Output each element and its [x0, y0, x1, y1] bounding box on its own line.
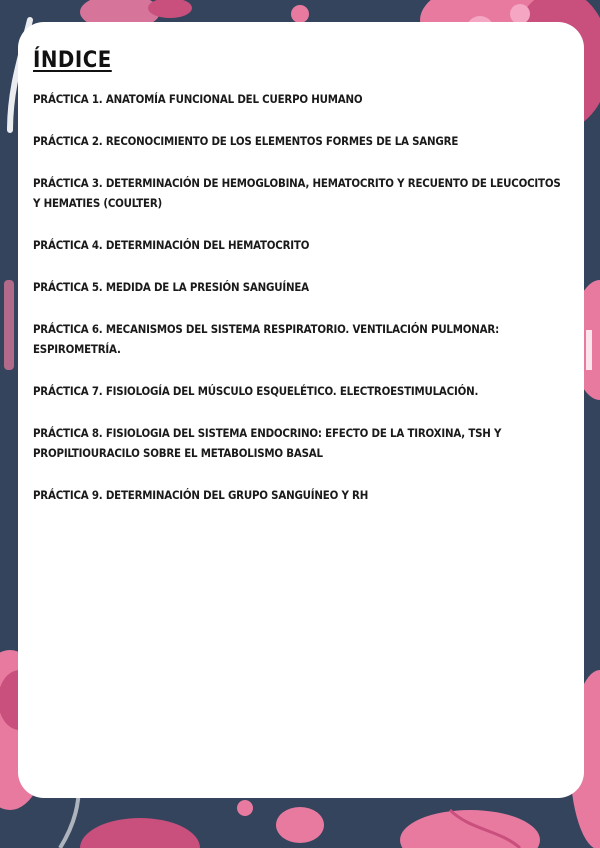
index-item-3: PRÁCTICA 3. DETERMINACIÓN DE HEMOGLOBINA, HEMATOCRITO Y RECUENTO DE LEUCOCITOS Y HEMATIES (COULTER) [33, 176, 561, 210]
index-item-2: PRÁCTICA 2. RECONOCIMIENTO DE LOS ELEMENTOS FORMES DE LA SANGRE [33, 134, 459, 148]
index-item-4: PRÁCTICA 4. DETERMINACIÓN DEL HEMATOCRITO [33, 238, 310, 252]
index-item-9: PRÁCTICA 9. DETERMINACIÓN DEL GRUPO SANGUÍNEO Y RH [33, 488, 369, 502]
index-item-6: PRÁCTICA 6. MECANISMOS DEL SISTEMA RESPIRATORIO. VENTILACIÓN PULMONAR: ESPIROMETRÍA. [33, 322, 499, 356]
index-item-5: PRÁCTICA 5. MEDIDA DE LA PRESIÓN SANGUÍNEA [33, 280, 309, 294]
page-title: ÍNDICE [33, 48, 112, 73]
index-item-7: PRÁCTICA 7. FISIOLOGÍA DEL MÚSCULO ESQUELÉTICO. ELECTROESTIMULACIÓN. [33, 384, 479, 398]
index-item-8: PRÁCTICA 8. FISIOLOGIA DEL SISTEMA ENDOCRINO: EFECTO DE LA TIROXINA, TSH Y PROPILTIOURACILO SOBRE EL METABOLISMO BASAL [33, 426, 502, 460]
index-list [33, 89, 562, 505]
index-card [18, 22, 584, 798]
index-item-1: PRÁCTICA 1. ANATOMÍA FUNCIONAL DEL CUERPO HUMANO [33, 92, 363, 106]
